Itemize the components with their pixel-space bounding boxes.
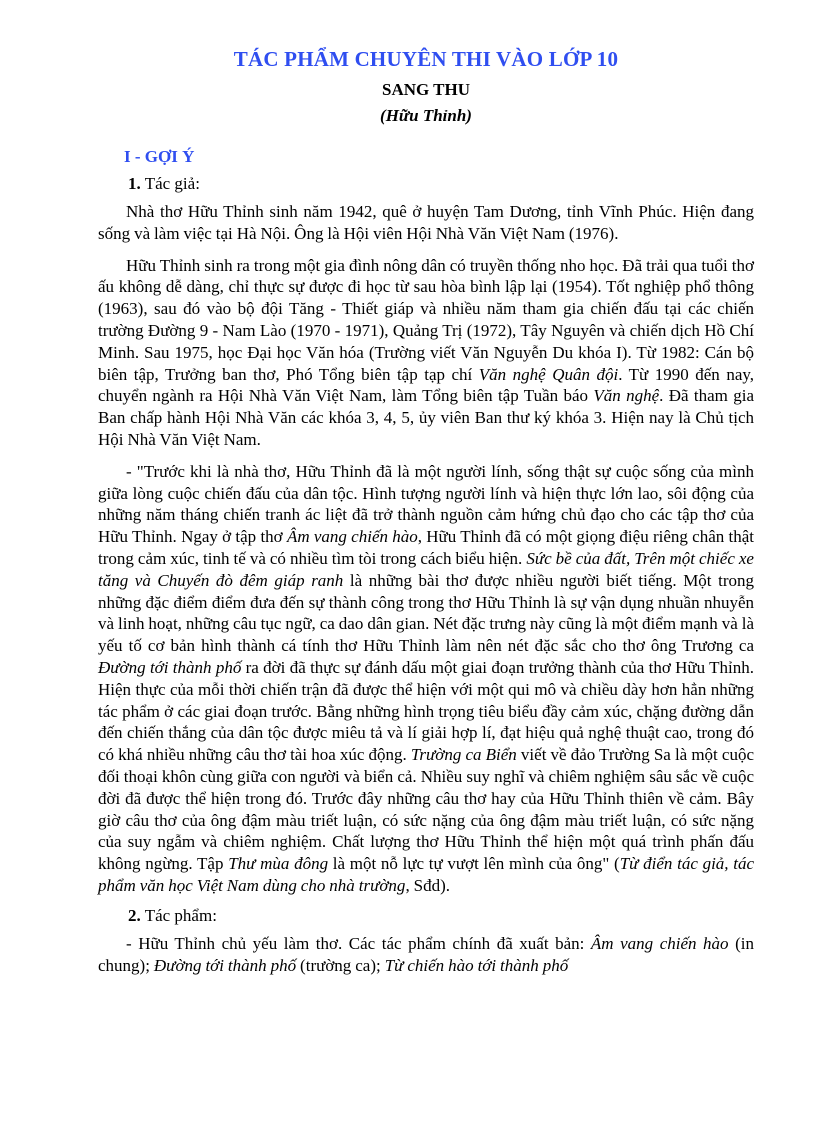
italic-run: Từ điển tác giả, tác phẩm văn học Việt Nam dùng cho nhà trường [98, 854, 755, 895]
paragraph-works [98, 933, 754, 977]
italic-run: Từ chiến hào tới thành phố [384, 955, 569, 975]
document-title: TÁC PHẨM CHUYÊN THI VÀO LỚP 10 [233, 47, 619, 71]
subheading-tac-gia [128, 171, 754, 197]
text-run: . Đã tham gia Ban chấp hành Hội Nhà Văn các khóa 3, 4, 5, ủy viên Ban thư ký khóa 3. Hiện nay là Chủ tịch Hội Nhà Văn Việt Nam. [98, 386, 754, 449]
italic-run: Thư mùa đông [228, 854, 329, 874]
italic-run: Âm vang chiến hào [590, 933, 729, 953]
poem-author: (Hữu Thỉnh) [380, 106, 472, 125]
italic-run: Văn nghệ Quân đội [478, 364, 619, 384]
subheading-label: Tác giả: [144, 174, 200, 193]
italic-run: Trường ca Biển [410, 745, 517, 765]
subheading-label: Tác phẩm: [144, 905, 217, 925]
text-run: . Từ 1990 đến nay, chuyển ngành ra Hội Nhà Văn Việt Nam, làm Tổng biên tập Tuần báo [98, 364, 755, 406]
poem-title: SANG THU [381, 80, 470, 99]
text-run: viết về đảo Trường Sa là một cuộc đối thoại khôn cùng giữa con người và biển cả. Nhiều suy nghĩ và chiêm nghiệm sâu sắc về cuộc đời đã được thể hiện trong đó. Trước đây những câu thơ hay của Hữu Thỉnh thiên về cảm. Bây giờ câu thơ của ông đậm màu triết luận, có sức nặng của ông đậm màu triết luận, có sức nặng của suy ngẫm và chiêm nghiệm. Chất lượng thơ Hữu Thỉnh thể hiện một quá trình phấn đấu không ngừng. Tập [98, 745, 754, 874]
paragraph-birth: Nhà thơ Hữu Thỉnh sinh năm 1942, quê ở huyện Tam Dương, tỉnh Vĩnh Phúc. Hiện đang sống và làm việc tại Hà Nội. Ông là Hội viên Hội Nhà Văn Việt Nam (1976). [98, 202, 754, 243]
text-run: (trường ca); [296, 955, 385, 975]
italic-run: Văn nghệ [593, 386, 660, 406]
italic-run: Sức bề của đất, Trên một chiếc xe tăng và Chuyến đò đêm giáp ranh [98, 548, 754, 590]
paragraph-quote [98, 461, 754, 897]
text-run: , Sđd). [405, 875, 451, 895]
text-run: - "Trước khi là nhà thơ, Hữu Thỉnh đã là một người lính, sống thật sự cuộc sống của mình giữa lòng cuộc chiến đấu của dân tộc. Hình tượng người lính và hiện thực lớn lao, sôi động của những năm tháng chiến tranh ác liệt đã trở thành nguồn cảm hứng chủ đạo cho các tập thơ của Hữu Thỉnh. Ngay ở tập thơ [98, 461, 754, 547]
text-run: ra đời đã thực sự đánh dấu một giai đoạn trưởng thành của thơ Hữu Thỉnh. Hiện thực của mỗi thời chiến trận đã được thể hiện với một qui mô và chiều dày hơn hẳn những tác phẩm ở các giai đoạn trước. Bằng những hình trọng tiêu biểu đầy cảm xúc, chặng đường dẫn đến chiến thắng của dân tộc được miêu tả và lí giải hợp lí, đạt hiệu quả nghệ thuật cao, trong đó có khá nhiều những câu thơ tài hoa xúc động. [98, 657, 754, 765]
text-run: , Hữu Thỉnh đã có một giọng điệu riêng chân thật trong cảm xúc, tinh tế và có nhiều tìm tòi trong cách biểu hiện. [98, 527, 754, 568]
text-run: (in chung); [98, 933, 754, 975]
subheading-number: 2. [128, 905, 141, 925]
paragraph-biography [98, 255, 754, 451]
subheading-tac-pham [128, 903, 754, 929]
subheading-number: 1. [128, 174, 141, 193]
text-run: là những bài thơ được nhiều người biết tiếng. Một trong những đặc điểm điểm đưa đến sự thành công trong thơ Hữu Thỉnh là sự vận dụng nhuần nhuyễn và linh hoạt, những câu tục ngữ, ca dao dân gian. Nét đặc trưng này cũng là một điểm mạnh và là yếu tố cơ bản hình thành cá tính thơ Hữu Thỉnh làm nên nét đặc sắc cho thơ ông Trương ca [98, 570, 754, 656]
text-run: Hữu Thỉnh sinh ra trong một gia đình nông dân có truyền thống nho học. Đã trải qua tuổi thơ ấu không dễ dàng, chỉ thực sự được đi học từ sau hòa bình lập lại (1954). Tốt nghiệp phổ thông (1963), sau đó vào bộ đội Tăng - Thiết giáp và nhiều năm tham gia chiến đấu tại các chiến trường Đường 9 - Nam Lào (1970 - 1971), Quảng Trị (1972), Tây Nguyên và chiến dịch Hồ Chí Minh. Sau 1975, học Đại học Văn hóa (Trường viết Văn Nguyễn Du khóa I). Từ 1982: Cán bộ biên tập, Trưởng ban thơ, Phó Tổng biên tập tạp chí [98, 255, 754, 384]
italic-run: Âm vang chiến hào [286, 527, 418, 547]
text-run: là một nỗ lực tự vượt lên mình của ông" ( [328, 854, 620, 874]
italic-run: Đường tới thành phố [153, 955, 297, 975]
section-heading-goi-y: I - GỢI Ý [124, 147, 195, 166]
italic-run: Đường tới thành phố [98, 657, 242, 677]
document-content [98, 42, 754, 986]
text-run: - Hữu Thỉnh chủ yếu làm thơ. Các tác phẩm chính đã xuất bản: [126, 933, 591, 953]
